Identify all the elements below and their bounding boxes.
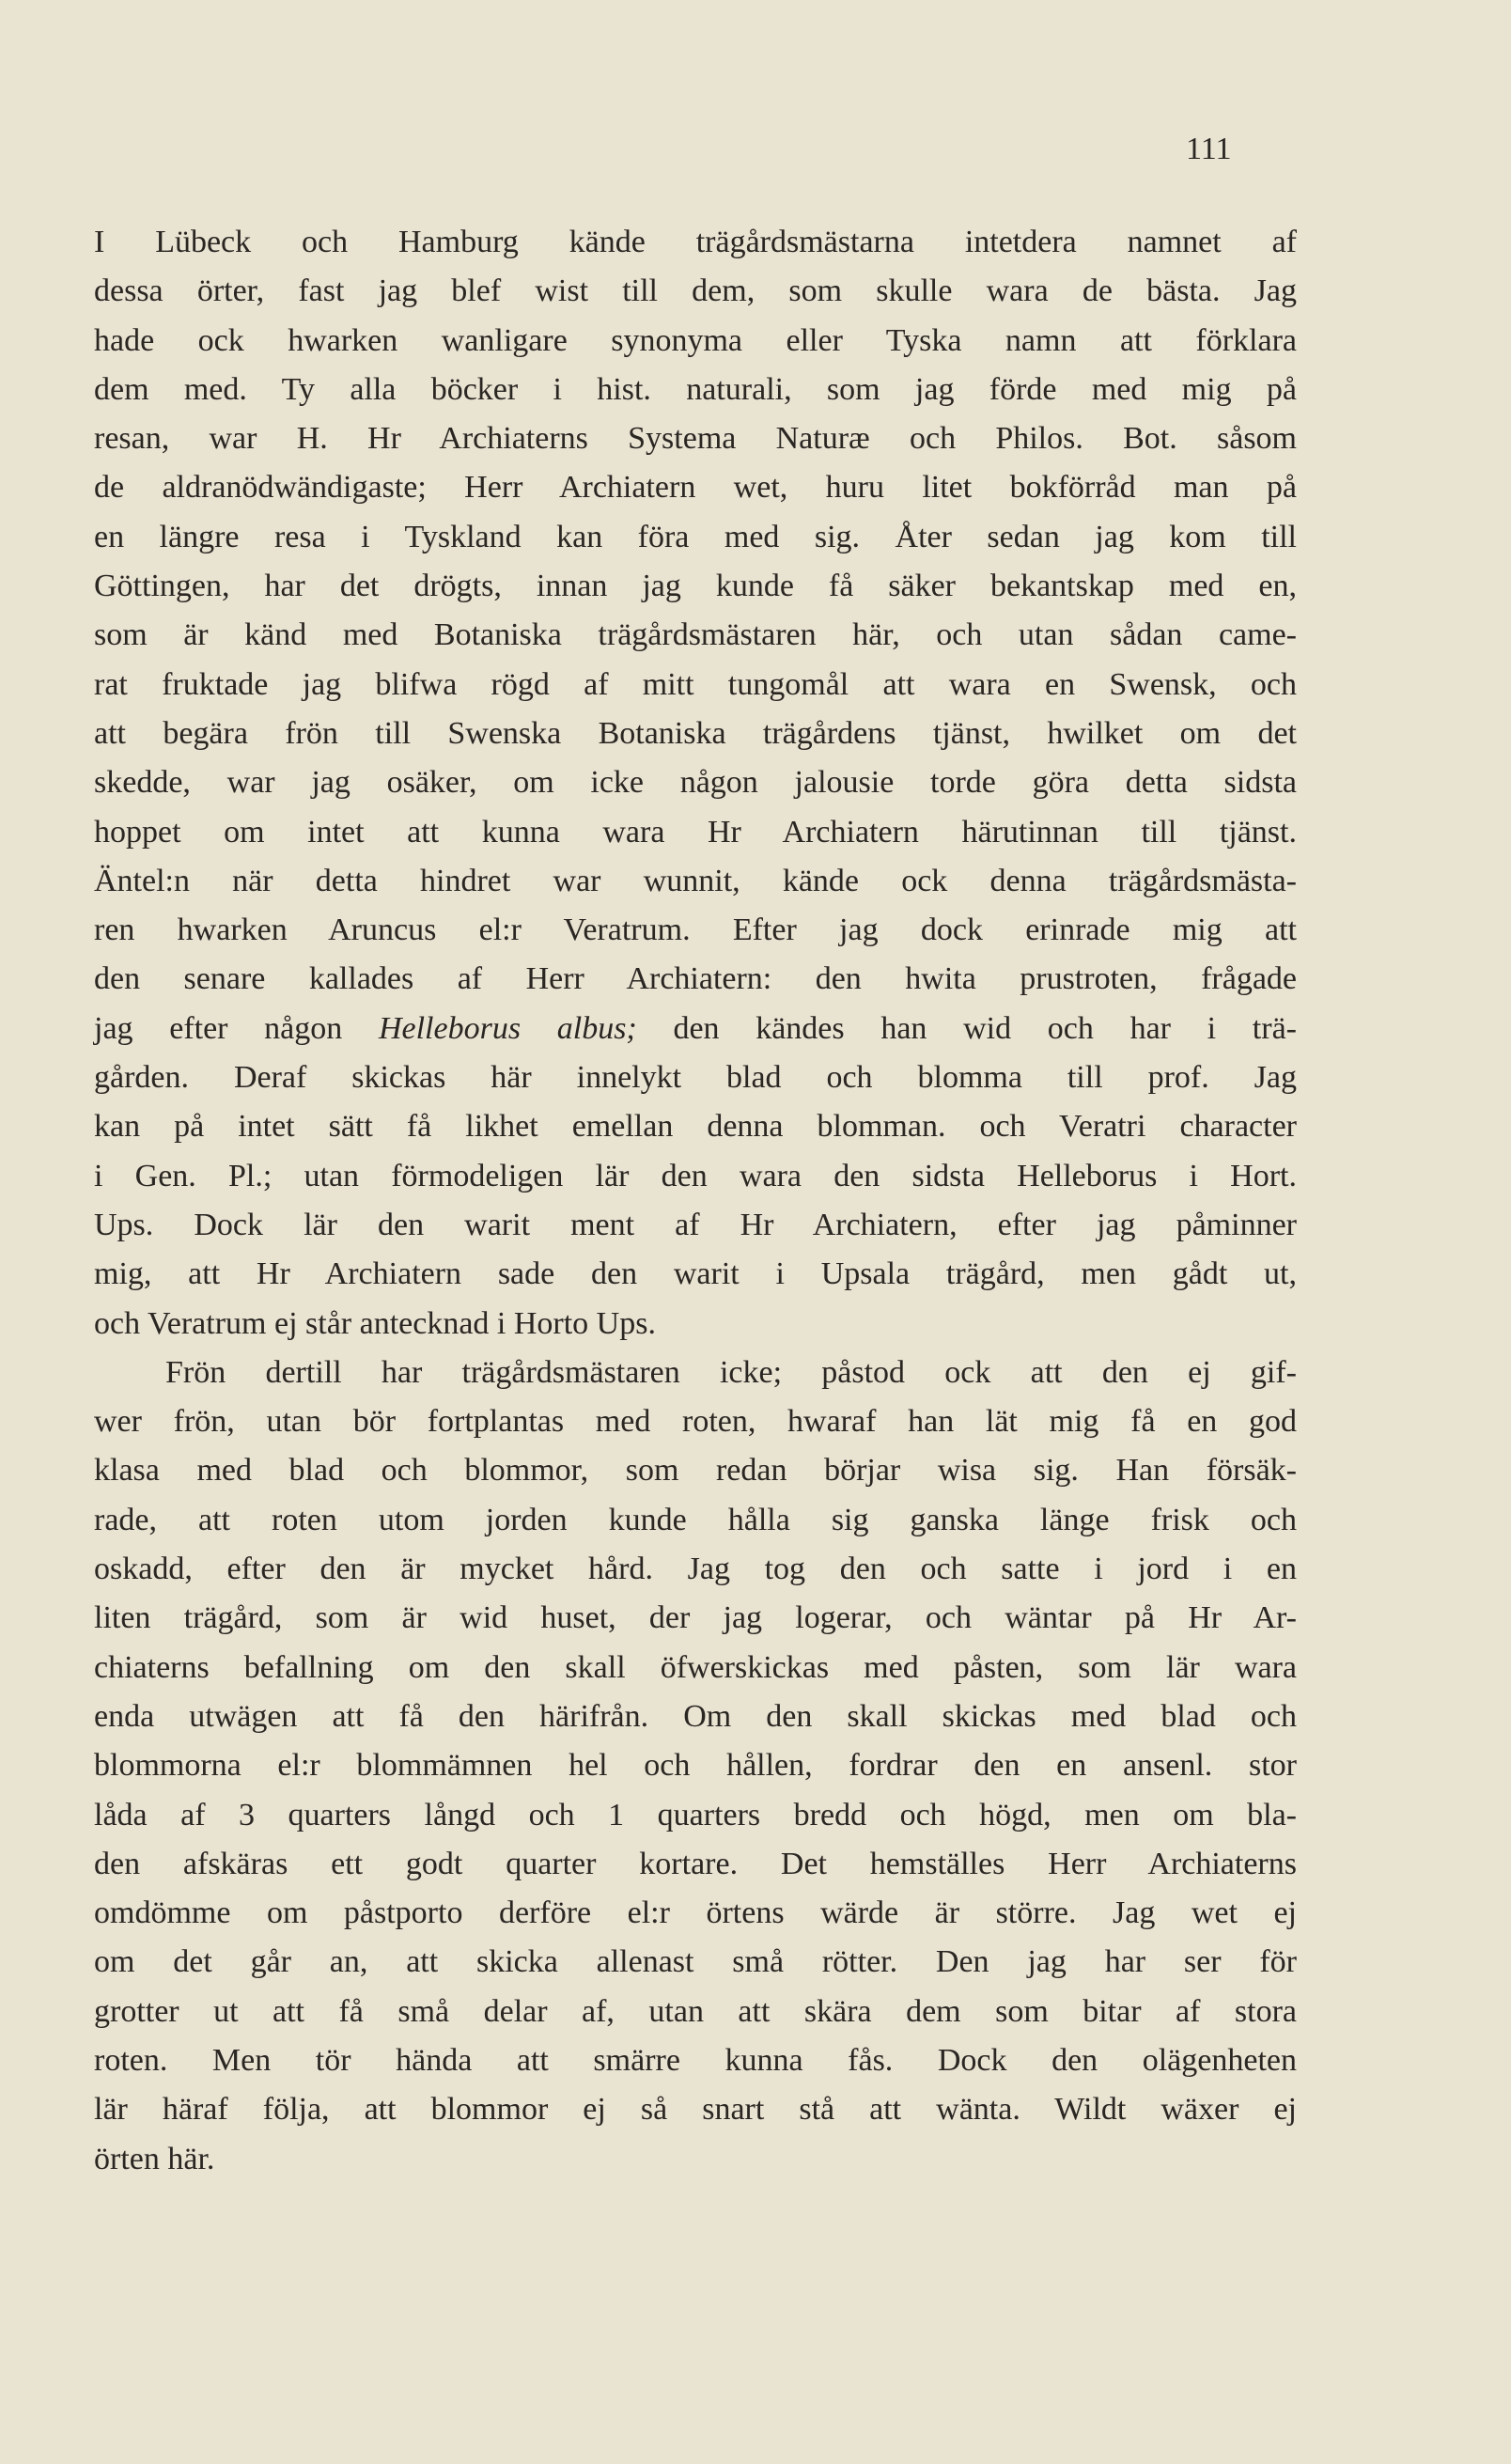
page-number: 111 <box>1186 132 1232 166</box>
italic-term: Helleborus albus; <box>378 1010 637 1046</box>
text-line: wer frön, utan bör fortplantas med roten, hwaraf han lät mig få en god <box>94 1404 1297 1440</box>
text-line: Göttingen, har det drögts, innan jag kunde få säker bekantskap med en, <box>94 569 1297 604</box>
text-line: rade, att roten utom jorden kunde hålla sig ganska länge frisk och <box>94 1502 1297 1537</box>
text-line: Ups. Dock lär den warit ment af Hr Archiatern, efter jag påminner <box>94 1207 1297 1242</box>
text-line: om det går an, att skicka allenast små rötter. Den jag har ser för <box>94 1944 1297 1980</box>
text-line: hoppet om intet att kunna wara Hr Archiatern härutinnan till tjänst. <box>94 814 1297 850</box>
text-line: resan, war H. Hr Archiaterns Systema Naturæ och Philos. Bot. såsom <box>94 421 1297 457</box>
text-line: örten här. <box>94 2141 215 2176</box>
text-line: och Veratrum ej står antecknad i Horto Ups. <box>94 1305 656 1341</box>
text-line <box>94 1005 1297 1053</box>
text-line: blommorna el:r blommämnen hel och hållen, fordrar den en ansenl. stor <box>94 1748 1297 1784</box>
text-line: dem med. Ty alla böcker i hist. naturali, som jag förde med mig på <box>94 371 1297 407</box>
text-line: grotter ut att få små delar af, utan att skära dem som bitar af stora <box>94 1993 1297 2029</box>
text-line: en längre resa i Tyskland kan föra med sig. Åter sedan jag kom till <box>94 519 1297 554</box>
text-line: hade ock hwarken wanligare synonyma eller Tyska namn att förklara <box>94 322 1297 358</box>
text-line: rat fruktade jag blifwa rögd af mitt tungomål att wara en Swensk, och <box>94 666 1297 702</box>
text-line: att begära frön till Swenska Botaniska trägårdens tjänst, hwilket om det <box>94 715 1297 751</box>
text-line: liten trägård, som är wid huset, der jag logerar, och wäntar på Hr Ar- <box>94 1600 1297 1636</box>
text-line: ren hwarken Aruncus el:r Veratrum. Efter jag dock erinrade mig att <box>94 912 1297 948</box>
text-line: Äntel:n när detta hindret war wunnit, kände ock denna trägårdsmästa- <box>94 863 1297 898</box>
text-line: dessa örter, fast jag blef wist till dem, som skulle wara de bästa. Jag <box>94 273 1297 309</box>
text-line: lär häraf följa, att blommor ej så snart stå att wänta. Wildt wäxer ej <box>94 2092 1297 2128</box>
text-line: oskadd, efter den är mycket hård. Jag tog den och satte i jord i en <box>94 1552 1297 1587</box>
text-line: i Gen. Pl.; utan förmodeligen lär den wara den sidsta Helleborus i Hort. <box>94 1158 1297 1193</box>
text-line: låda af 3 quarters långd och 1 quarters bredd och högd, men om bla- <box>94 1797 1297 1832</box>
text-line: de aldranödwändigaste; Herr Archiatern wet, huru litet bokförråd man på <box>94 470 1297 506</box>
text-line: klasa med blad och blommor, som redan börjar wisa sig. Han försäk- <box>94 1453 1297 1489</box>
text-line: den senare kallades af Herr Archiatern: den hwita prustroten, frågade <box>94 961 1297 997</box>
text-line: roten. Men tör hända att smärre kunna fås. Dock den olägenheten <box>94 2042 1297 2078</box>
text-line: omdömme om påstporto derföre el:r örtens wärde är större. Jag wet ej <box>94 1895 1297 1931</box>
text-line: kan på intet sätt få likhet emellan denna blomman. och Veratri character <box>94 1109 1297 1145</box>
text-line: I Lübeck och Hamburg kände trägårdsmästarna intetdera namnet af <box>94 225 1297 259</box>
text-line: gården. Deraf skickas här innelykt blad och blomma till prof. Jag <box>94 1060 1297 1096</box>
text-line: skedde, war jag osäker, om icke någon jalousie torde göra detta sidsta <box>94 765 1297 801</box>
text-line: enda utwägen att få den härifrån. Om den skall skickas med blad och <box>94 1698 1297 1734</box>
text-line: mig, att Hr Archiatern sade den warit i Upsala trägård, men gådt ut, <box>94 1256 1297 1292</box>
text-line: chiaterns befallning om den skall öfwerskickas med påsten, som lär wara <box>94 1649 1297 1685</box>
text-line: Frön dertill har trägårdsmästaren icke; påstod ock att den ej gif- <box>165 1354 1297 1390</box>
text-line: som är känd med Botaniska trägårdsmästaren här, och utan sådan came- <box>94 617 1297 653</box>
text-segment: jag efter någon <box>94 1010 379 1046</box>
text-line: den afskäras ett godt quarter kortare. Det hemställes Herr Archiaterns <box>94 1846 1297 1881</box>
text-segment: den kändes han wid och har i trä- <box>636 1010 1297 1046</box>
body-text <box>94 218 1297 2184</box>
